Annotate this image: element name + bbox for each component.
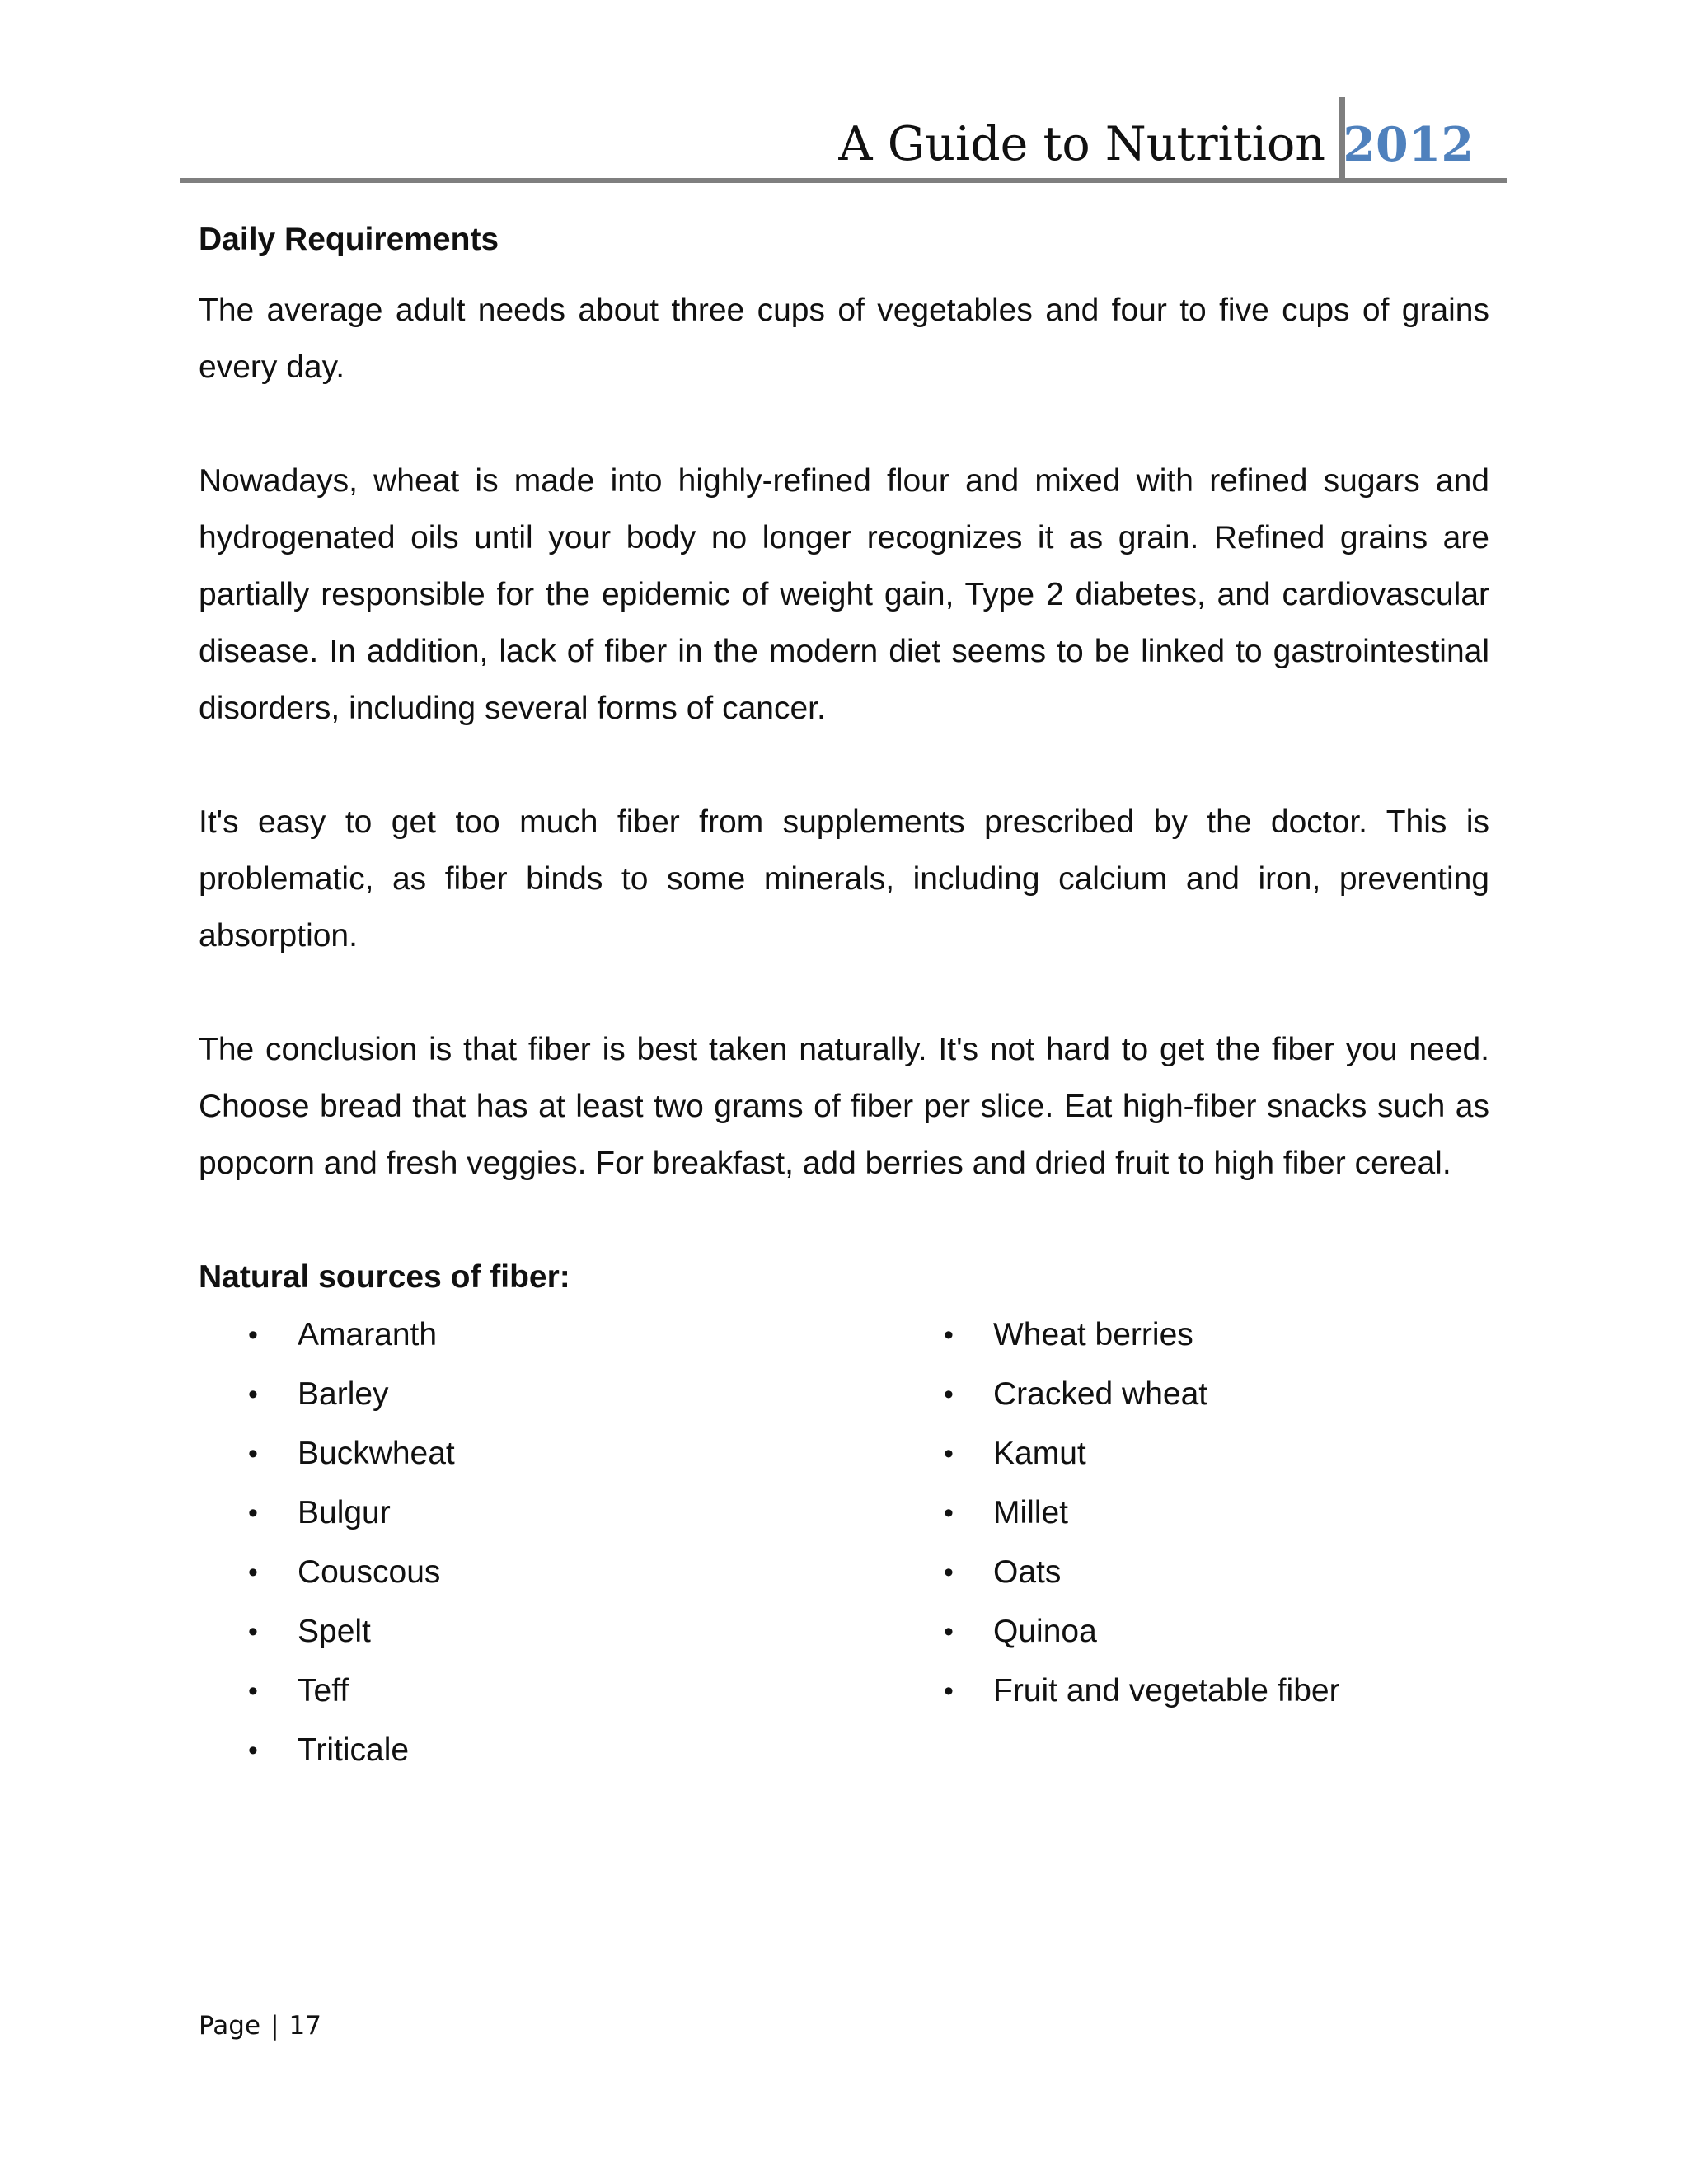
section-heading: Daily Requirements: [199, 222, 499, 257]
bullet-icon: •: [944, 1379, 954, 1410]
bullet-icon: •: [944, 1616, 954, 1647]
list-item-label: Amaranth: [298, 1317, 438, 1352]
list-item: [944, 1365, 1340, 1424]
paragraph: Nowadays, wheat is made into highly-refined flour and mixed with refined sugars and hydrogenated oils until your body no longer recognizes it as grain. Refined grains are partially responsible for the epidemic of weight gain, Type 2 diabetes, and cardiovascular disease. In addition, lack of fiber in the modern diet seems to be linked to gastrointestinal disorders, including several forms of cancer.: [199, 463, 1489, 726]
list-item: [248, 1602, 455, 1661]
list-item: [248, 1661, 455, 1721]
list-item-label: Triticale: [298, 1732, 410, 1768]
page-body: [199, 216, 1489, 1783]
list-item-label: Barley: [298, 1376, 389, 1412]
fiber-sources-list-right: [944, 1305, 1340, 1721]
list-item-label: Cracked wheat: [993, 1376, 1208, 1412]
fiber-sources-lists: [199, 1305, 1489, 1783]
page-footer: [199, 2011, 321, 2041]
bullet-icon: •: [944, 1675, 954, 1707]
list-item: [248, 1721, 455, 1780]
list-item: [944, 1305, 1340, 1365]
list-item-label: Bulgur: [298, 1495, 391, 1530]
list-item-label: Millet: [993, 1495, 1069, 1530]
bullet-icon: •: [248, 1438, 258, 1469]
list-item-label: Couscous: [298, 1554, 441, 1590]
footer-label: Page: [199, 2011, 261, 2041]
bullet-icon: •: [944, 1497, 954, 1529]
bullet-icon: •: [248, 1497, 258, 1529]
list-item-label: Wheat berries: [993, 1317, 1193, 1352]
bullet-icon: •: [944, 1557, 954, 1588]
list-item: [944, 1483, 1340, 1543]
list-item-label: Oats: [993, 1554, 1062, 1590]
header-year: 2012: [1343, 117, 1474, 172]
paragraph: The conclusion is that fiber is best taken naturally. It's not hard to get the fiber you need. Choose bread that has at least two grams of fiber per slice. Eat high-fiber snacks such as popcorn and fresh veggies. For breakfast, add berries and dried fruit to high fiber cereal.: [199, 1032, 1489, 1181]
list-item: [248, 1365, 455, 1424]
bullet-icon: •: [248, 1319, 258, 1351]
list-item-label: Teff: [298, 1673, 349, 1708]
sources-heading: Natural sources of fiber:: [199, 1259, 570, 1295]
bullet-icon: •: [248, 1616, 258, 1647]
list-item: [944, 1602, 1340, 1661]
bullet-icon: •: [248, 1735, 258, 1766]
list-item: [944, 1543, 1340, 1602]
bullet-icon: •: [944, 1319, 954, 1351]
footer-separator: |: [270, 2011, 279, 2041]
list-item: [248, 1543, 455, 1602]
list-item-label: Quinoa: [993, 1614, 1097, 1649]
list-item-label: Fruit and vegetable fiber: [993, 1673, 1340, 1708]
fiber-sources-list-left: [248, 1305, 455, 1780]
list-item: [248, 1424, 455, 1483]
bullet-icon: •: [248, 1675, 258, 1707]
bullet-icon: •: [248, 1557, 258, 1588]
paragraph: It's easy to get too much fiber from supplements prescribed by the doctor. This is problematic, as fiber binds to some minerals, including calcium and iron, preventing absorption.: [199, 804, 1489, 954]
list-item-label: Kamut: [993, 1436, 1086, 1471]
running-header: [180, 97, 1507, 183]
header-title: A Guide to Nutrition: [838, 117, 1325, 171]
page-number: 17: [288, 2011, 321, 2041]
paragraph: The average adult needs about three cups of vegetables and four to five cups of grains every day.: [199, 293, 1489, 385]
list-item-label: Buckwheat: [298, 1436, 455, 1471]
list-item: [944, 1424, 1340, 1483]
list-item-label: Spelt: [298, 1614, 371, 1649]
list-item: [944, 1661, 1340, 1721]
bullet-icon: •: [944, 1438, 954, 1469]
list-item: [248, 1305, 455, 1365]
bullet-icon: •: [248, 1379, 258, 1410]
list-item: [248, 1483, 455, 1543]
